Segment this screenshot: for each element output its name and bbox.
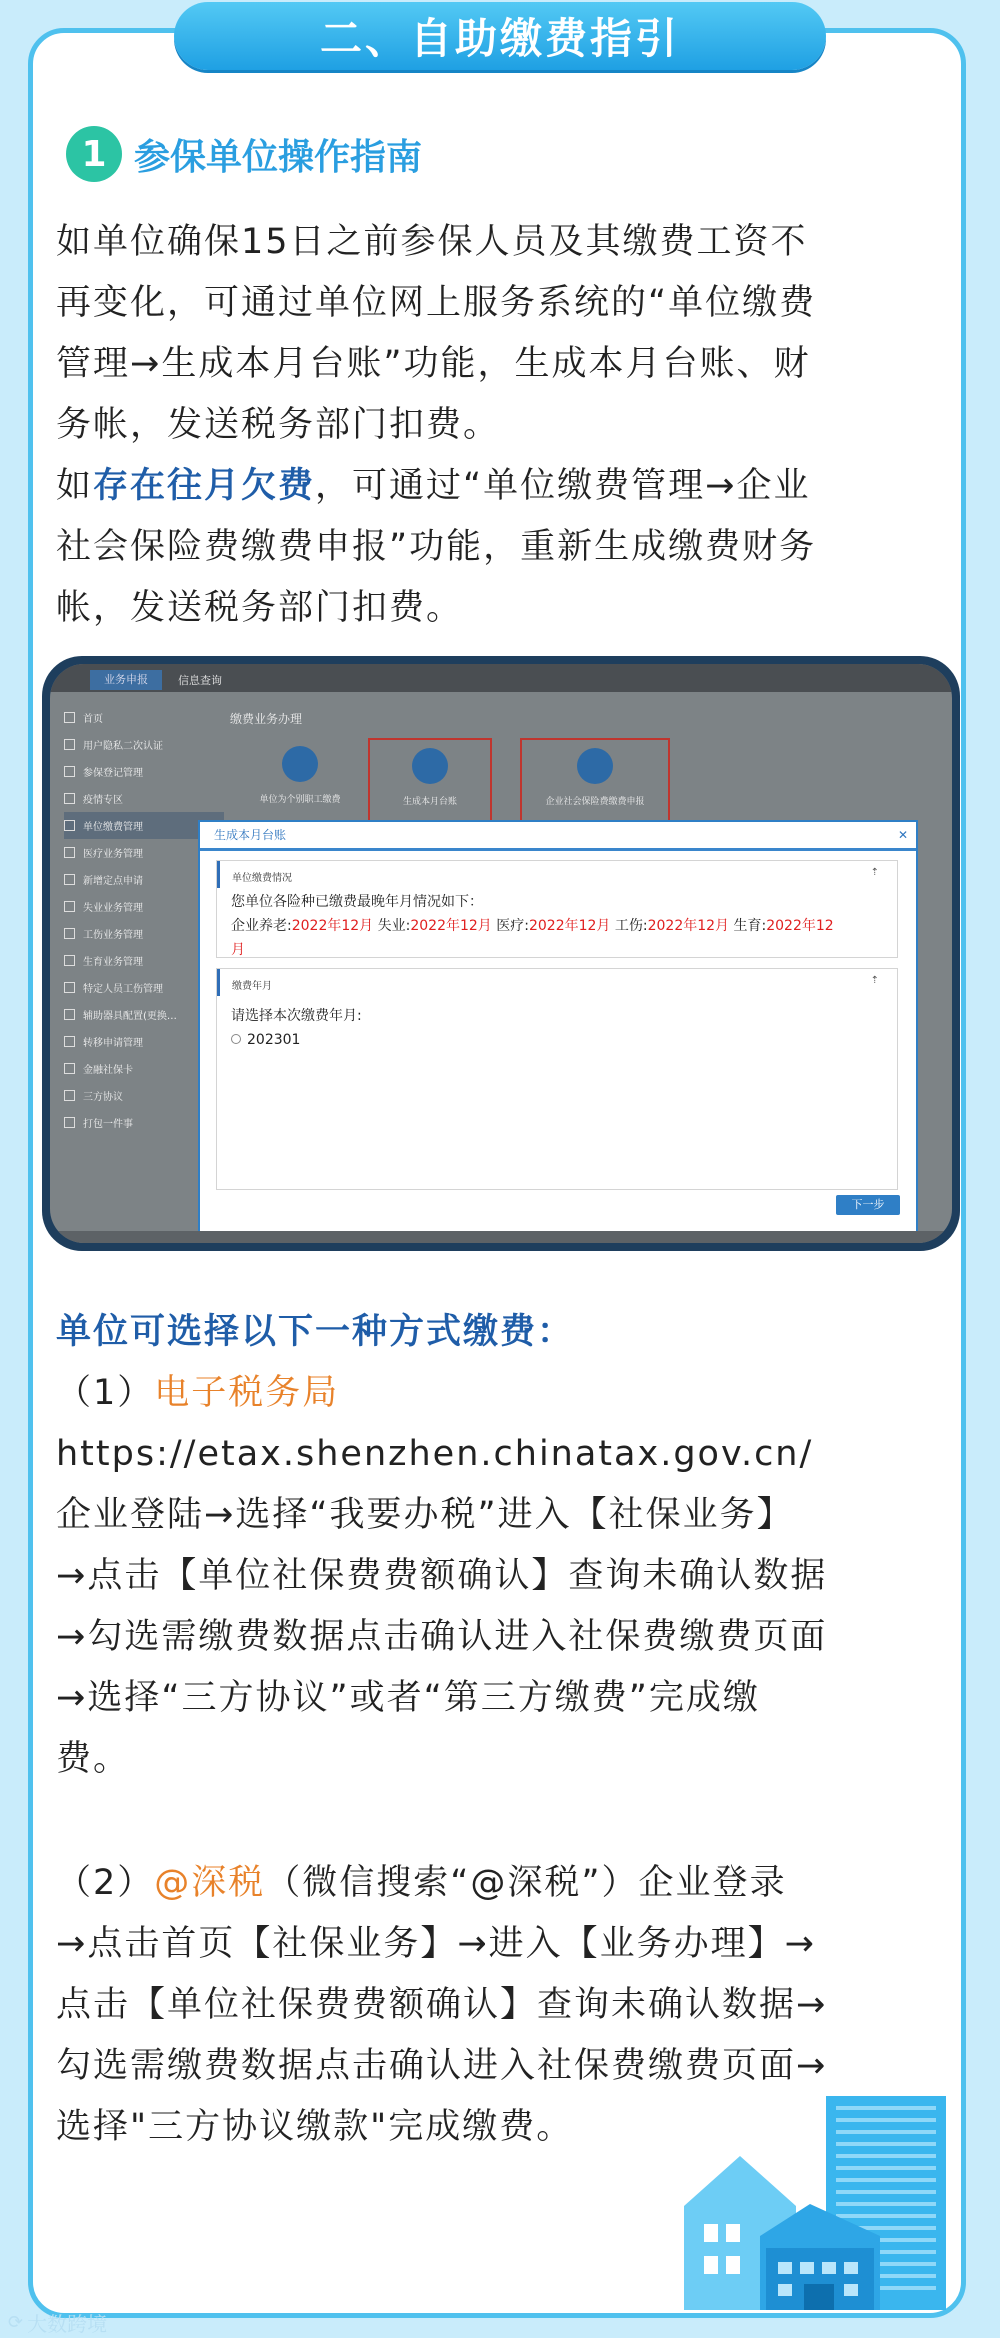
sidebar-item — [64, 704, 224, 731]
tab-business-report: 业务申报 — [90, 670, 162, 690]
menu-icon — [64, 1009, 75, 1020]
text-line: 再变化，可通过单位网上服务系统的“单位缴费 — [56, 283, 817, 323]
value: 2022年12月 — [291, 918, 374, 934]
sidebar-label: 工伤业务管理 — [83, 930, 143, 941]
text-line: 管理→生成本月台账”功能，生成本月台账、财 — [56, 344, 811, 384]
sidebar-label: 生育业务管理 — [83, 957, 143, 968]
menu-icon — [64, 1090, 75, 1101]
month-option — [231, 1028, 897, 1052]
sidebar-label: 打包一件事 — [83, 1119, 133, 1130]
menu-icon — [64, 820, 75, 831]
sidebar-label: 失业业务管理 — [83, 903, 143, 914]
method-name: 电子税务局 — [154, 1373, 340, 1413]
dialog-header — [200, 822, 916, 851]
value-wrap: 月 — [231, 942, 245, 958]
text-line — [56, 1363, 948, 1424]
text-line: →点击首页【社保业务】→进入【业务办理】→ — [56, 1924, 816, 1964]
label: 生育: — [733, 918, 767, 934]
sidebar-label: 医疗业务管理 — [83, 849, 143, 860]
sidebar-label: 参保登记管理 — [83, 768, 143, 779]
user-icon — [282, 746, 318, 782]
tile-generate-ledger — [368, 738, 492, 830]
sidebar-label: 新增定点申请 — [83, 876, 143, 887]
buildings-illustration — [680, 2096, 960, 2310]
menu-icon — [64, 982, 75, 993]
screenshot-frame — [42, 656, 960, 1251]
text-line — [56, 456, 948, 517]
generate-ledger-dialog — [198, 820, 918, 1237]
value: 2022年12月 — [647, 918, 730, 934]
text-line: 选择"三方协议缴款"完成缴费。 — [56, 2107, 574, 2147]
menu-icon — [64, 1063, 75, 1074]
payment-status-panel — [216, 860, 898, 958]
menu-icon — [64, 847, 75, 858]
etax-url: https://etax.shenzhen.chinatax.gov.cn/ — [56, 1434, 814, 1474]
panel-text — [217, 888, 897, 962]
label: 工伤: — [614, 918, 648, 934]
value: 2022年12月 — [410, 918, 492, 934]
menu-icon — [64, 874, 75, 885]
text-fragment: （1） — [56, 1373, 155, 1413]
section-heading — [66, 126, 422, 182]
option-label: 202301 — [247, 1032, 301, 1048]
panel-text — [217, 996, 897, 1052]
panel-heading: 缴费年月 — [217, 969, 897, 996]
watermark — [8, 2308, 107, 2337]
tile-individual-payment — [240, 738, 360, 826]
methods-heading: 单位可选择以下一种方式缴费： — [56, 1312, 575, 1352]
text-line: 帐，发送税务部门扣费。 — [56, 588, 464, 628]
menu-icon — [64, 1117, 75, 1128]
sidebar-label: 用户隐私二次认证 — [83, 741, 163, 752]
text-fragment: ，可通过“单位缴费管理→企业 — [315, 466, 811, 506]
watermark-logo-icon: ⟳ — [8, 2312, 24, 2333]
watermark-text: 大数跨境 — [27, 2312, 108, 2336]
text-line: 点击【单位社保费费额确认】查询未确认数据→ — [56, 1985, 828, 2025]
menu-icon — [64, 955, 75, 966]
sidebar-label: 首页 — [83, 714, 103, 725]
ledger-icon — [412, 748, 448, 784]
text-line: →点击【单位社保费费额确认】查询未确认数据 — [56, 1556, 828, 1596]
step-number-badge: 1 — [66, 126, 122, 182]
panel-heading: 单位缴费情况 — [217, 861, 897, 888]
work-area-title: 缴费业务办理 — [230, 712, 303, 726]
methods-paragraph — [56, 1302, 948, 1790]
screenshot-bottom-bar — [50, 1231, 952, 1243]
menu-icon — [64, 712, 75, 723]
arrears-highlight: 存在往月欠费 — [93, 466, 316, 506]
tile-label: 企业社会保险费缴费申报 — [545, 797, 645, 807]
pin-icon: ⇡ — [870, 867, 879, 878]
label: 医疗: — [496, 918, 529, 934]
tab-info-query: 信息查询 — [178, 674, 222, 687]
close-icon: ✕ — [897, 828, 908, 842]
tag-icon — [577, 748, 613, 784]
dialog-title: 生成本月台账 — [214, 828, 287, 842]
value: 2022年12 — [766, 918, 834, 934]
payment-month-panel — [216, 968, 898, 1190]
sidebar-item — [64, 731, 224, 758]
text-line — [56, 1853, 948, 1914]
sidebar-item — [64, 785, 224, 812]
text-line: 费。 — [56, 1739, 131, 1779]
menu-icon — [64, 901, 75, 912]
tile-enterprise-declare — [520, 738, 670, 830]
label: 失业: — [377, 918, 411, 934]
sidebar-label: 单位缴费管理 — [83, 822, 143, 833]
text-fragment: （微信搜索“@深税”）企业登录 — [265, 1863, 787, 1903]
text-line: →勾选需缴费数据点击确认进入社保费缴费页面 — [56, 1617, 828, 1657]
text-line: 社会保险费缴费申报”功能，重新生成缴费财务 — [56, 527, 817, 567]
menu-icon — [64, 928, 75, 939]
menu-icon — [64, 766, 75, 777]
status-values — [231, 914, 897, 938]
text-line: →选择“三方协议”或者“第三方缴费”完成缴 — [56, 1678, 760, 1718]
status-intro: 您单位各险种已缴费最晚年月情况如下： — [231, 894, 483, 910]
pin-icon: ⇡ — [870, 975, 879, 986]
value: 2022年12月 — [528, 918, 611, 934]
text-line: 企业登陆→选择“我要办税”进入【社保业务】 — [56, 1495, 794, 1535]
radio-icon — [231, 1034, 241, 1044]
text-fragment: （2） — [56, 1863, 155, 1903]
text-line: 勾选需缴费数据点击确认进入社保费缴费页面→ — [56, 2046, 828, 2086]
label: 企业养老: — [231, 918, 292, 934]
menu-icon — [64, 793, 75, 804]
screenshot-top-bar — [50, 664, 952, 692]
system-screenshot — [50, 664, 952, 1243]
guide-paragraph — [56, 212, 948, 639]
sidebar-label: 辅助器具配置(更换… — [83, 1011, 177, 1022]
sidebar-label: 金融社保卡 — [83, 1065, 133, 1076]
text-fragment: 如 — [56, 466, 94, 506]
menu-icon — [64, 1036, 75, 1047]
sidebar-label: 特定人员工伤管理 — [83, 984, 163, 995]
text-line: 如单位确保15日之前参保人员及其缴费工资不 — [56, 222, 808, 262]
sidebar-label: 三方协议 — [83, 1092, 123, 1103]
tile-label: 单位为个别职工缴费 — [259, 795, 341, 805]
sidebar-label: 疫情专区 — [83, 795, 123, 806]
text-line: 务帐，发送税务部门扣费。 — [56, 405, 501, 445]
section-title: 参保单位操作指南 — [134, 136, 423, 178]
sidebar-label: 转移申请管理 — [83, 1038, 143, 1049]
sidebar-item — [64, 758, 224, 785]
section-banner — [174, 2, 826, 70]
menu-icon — [64, 739, 75, 750]
method-name: @深税 — [154, 1863, 266, 1903]
next-step-button: 下一步 — [836, 1195, 900, 1215]
banner-title: 二、自助缴费指引 — [319, 14, 680, 63]
month-prompt: 请选择本次缴费年月: — [231, 1008, 362, 1024]
tile-label: 生成本月台账 — [402, 797, 457, 807]
